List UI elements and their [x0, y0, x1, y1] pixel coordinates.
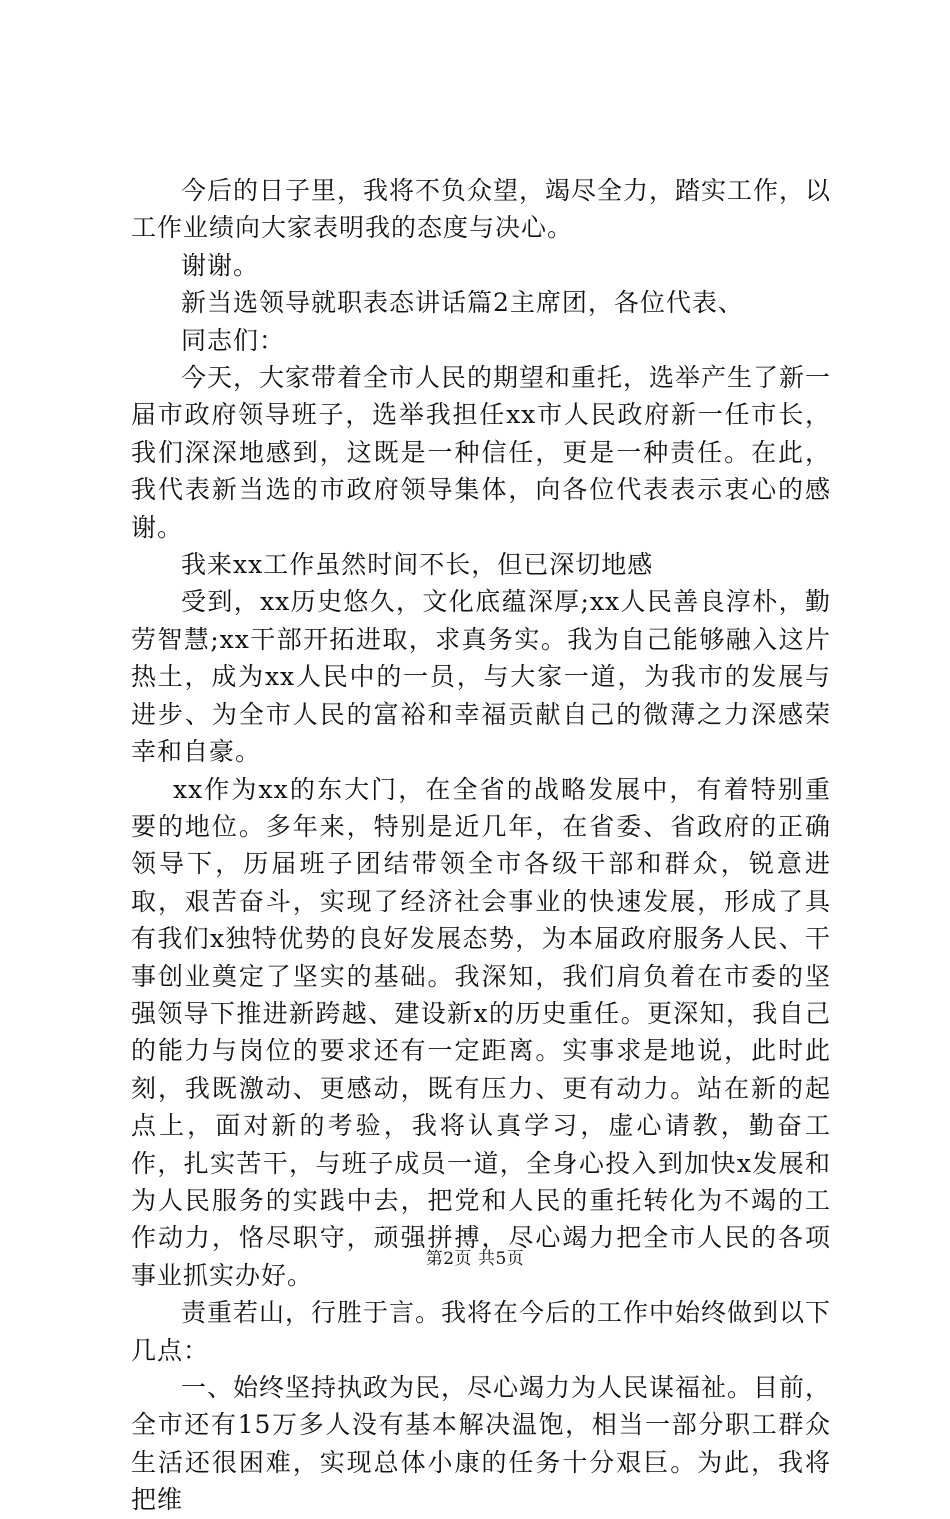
paragraph-strategic-position: xx作为xx的东大门，在全省的战略发展中，有着特别重要的地位。多年来，特别是近几年，在省委、省政府的正确领导下，历届班子团结带领全市各级干部和群众，锐意进取，艰苦奋斗，实现了经济社会事业的快速发展，形成了具有我们x独特优势的良好发展态势，为本届政府服务人民、干事创业奠定了坚实的基础。我深知，我们肩负着在市委的坚强领导下推进新跨越、建设新x的历史重任。更深知，我自己的能力与岗位的要求还有一定距离。实事求是地说，此时此刻，我既激动、更感动，既有压力、更有动力。站在新的起点上，面对新的考验，我将认真学习，虚心请教，勤奋工作，扎实苦干，与班子成员一道，全身心投入到加快x发展和为人民服务的实践中去，把党和人民的重托转化为不竭的工作动力，恪尽职守，顽强拼搏，尽心竭力把全市人民的各项事业抓实办好。 [131, 774, 831, 1290]
paragraph-impressions: 受到，xx历史悠久，文化底蕴深厚;xx人民善良淳朴，勤劳智慧;xx干部开拓进取，求真务实。我为自己能够融入这片热土，成为xx人民中的一员，与大家一道，为我市的发展与进步、为全市人民的富裕和幸福贡献自己的微薄之力深感荣幸和自豪。 [131, 587, 831, 767]
paragraph-closing-resolve: 今后的日子里，我将不负众望，竭尽全力，踏实工作，以工作业绩向大家表明我的态度与决心。 [131, 176, 832, 243]
paragraph-thanks: 谢谢。 [181, 250, 260, 280]
page-footer [0, 1244, 950, 1269]
paragraph-commitment: 责重若山，行胜于言。我将在今后的工作中始终做到以下几点： [131, 1298, 832, 1365]
paragraph-election: 今天，大家带着全市人民的期望和重托，选举产生了新一届市政府领导班子，选举我担任xx市人民政府新一任市长，我们深深地感到，这既是一种信任，更是一种责任。在此，我代表新当选的市政府领导集体，向各位代表表示衷心的感谢。 [131, 363, 832, 542]
paragraph-salutation: 同志们： [181, 325, 286, 355]
page-indicator: 第2页 共5页 [425, 1249, 525, 1269]
paragraph-speech-2-heading: 新当选领导就职表态讲话篇2主席团，各位代表、 [181, 288, 744, 318]
paragraph-point-one: 一、始终坚持执政为民，尽心竭力为人民谋福祉。目前，全市还有15万多人没有基本解决温饱，相当一部分职工群众生活还很困难，实现总体小康的任务十分艰巨。为此，我将把维 [131, 1373, 832, 1515]
paragraph-arrival: 我来xx工作虽然时间不长，但已深切地感 [181, 550, 654, 580]
document-body [131, 172, 831, 1519]
